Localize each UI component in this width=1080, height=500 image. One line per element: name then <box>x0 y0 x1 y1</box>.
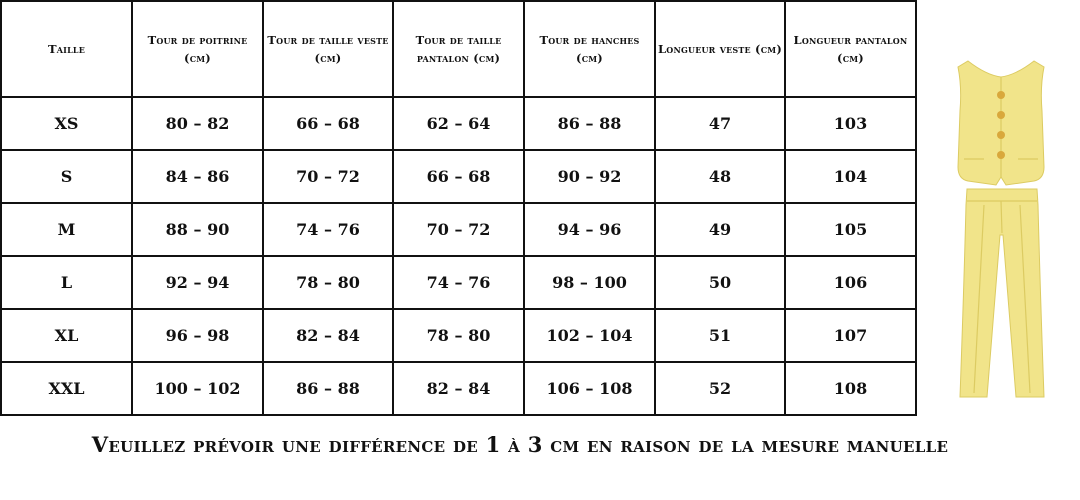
measurement-cell: 82 – 84 <box>393 362 524 415</box>
size-label-cell: M <box>1 203 132 256</box>
measurement-cell: 51 <box>655 309 785 362</box>
column-header: Tour de taille veste (cm) <box>263 1 393 97</box>
vest-button-icon <box>997 131 1005 139</box>
measurement-cell: 96 – 98 <box>132 309 263 362</box>
vest-image <box>958 61 1044 185</box>
measurement-cell: 78 – 80 <box>263 256 393 309</box>
measurement-cell: 52 <box>655 362 785 415</box>
vest-button-icon <box>997 111 1005 119</box>
measurement-cell: 108 <box>785 362 916 415</box>
measurement-cell: 62 – 64 <box>393 97 524 150</box>
size-label-cell: L <box>1 256 132 309</box>
yellow-suit-illustration <box>940 55 1062 400</box>
measurement-cell: 105 <box>785 203 916 256</box>
measurement-cell: 80 – 82 <box>132 97 263 150</box>
measurement-cell: 102 – 104 <box>524 309 655 362</box>
vest-button-icon <box>997 91 1005 99</box>
column-header: Longueur pantalon (cm) <box>785 1 916 97</box>
measurement-cell: 74 – 76 <box>393 256 524 309</box>
measurement-cell: 78 – 80 <box>393 309 524 362</box>
size-label-cell: XXL <box>1 362 132 415</box>
measurement-cell: 86 – 88 <box>263 362 393 415</box>
size-label-cell: XL <box>1 309 132 362</box>
table-body <box>1 97 916 415</box>
vest-button-icon <box>997 151 1005 159</box>
column-header: Taille <box>1 1 132 97</box>
trousers-image <box>960 189 1044 397</box>
measurement-cell: 98 – 100 <box>524 256 655 309</box>
size-label-cell: S <box>1 150 132 203</box>
measurement-cell: 47 <box>655 97 785 150</box>
size-label-cell: XS <box>1 97 132 150</box>
measurement-cell: 103 <box>785 97 916 150</box>
table-row <box>1 203 916 256</box>
measurement-cell: 88 – 90 <box>132 203 263 256</box>
measurement-cell: 74 – 76 <box>263 203 393 256</box>
measurement-cell: 106 – 108 <box>524 362 655 415</box>
measurement-cell: 48 <box>655 150 785 203</box>
measurement-cell: 84 – 86 <box>132 150 263 203</box>
measurement-cell: 82 – 84 <box>263 309 393 362</box>
column-header: Tour de poitrine (cm) <box>132 1 263 97</box>
measurement-cell: 66 – 68 <box>263 97 393 150</box>
column-header: Tour de hanches (cm) <box>524 1 655 97</box>
table-row <box>1 309 916 362</box>
table-row <box>1 256 916 309</box>
measurement-cell: 70 – 72 <box>263 150 393 203</box>
table-row <box>1 97 916 150</box>
table-header-row <box>1 1 916 97</box>
measurement-cell: 106 <box>785 256 916 309</box>
measurement-disclaimer: Veuillez prévoir une différence de 1 à 3 cm en raison de la mesure manuelle <box>91 432 949 457</box>
measurement-cell: 70 – 72 <box>393 203 524 256</box>
measurement-cell: 92 – 94 <box>132 256 263 309</box>
table-row <box>1 150 916 203</box>
measurement-cell: 90 – 92 <box>524 150 655 203</box>
table-row <box>1 362 916 415</box>
measurement-cell: 66 – 68 <box>393 150 524 203</box>
measurement-cell: 107 <box>785 309 916 362</box>
measurement-cell: 100 – 102 <box>132 362 263 415</box>
column-header: Tour de taille pantalon (cm) <box>393 1 524 97</box>
measurement-cell: 49 <box>655 203 785 256</box>
measurement-cell: 94 – 96 <box>524 203 655 256</box>
measurement-cell: 104 <box>785 150 916 203</box>
measurement-cell: 86 – 88 <box>524 97 655 150</box>
measurement-cell: 50 <box>655 256 785 309</box>
column-header: Longueur veste (cm) <box>655 1 785 97</box>
